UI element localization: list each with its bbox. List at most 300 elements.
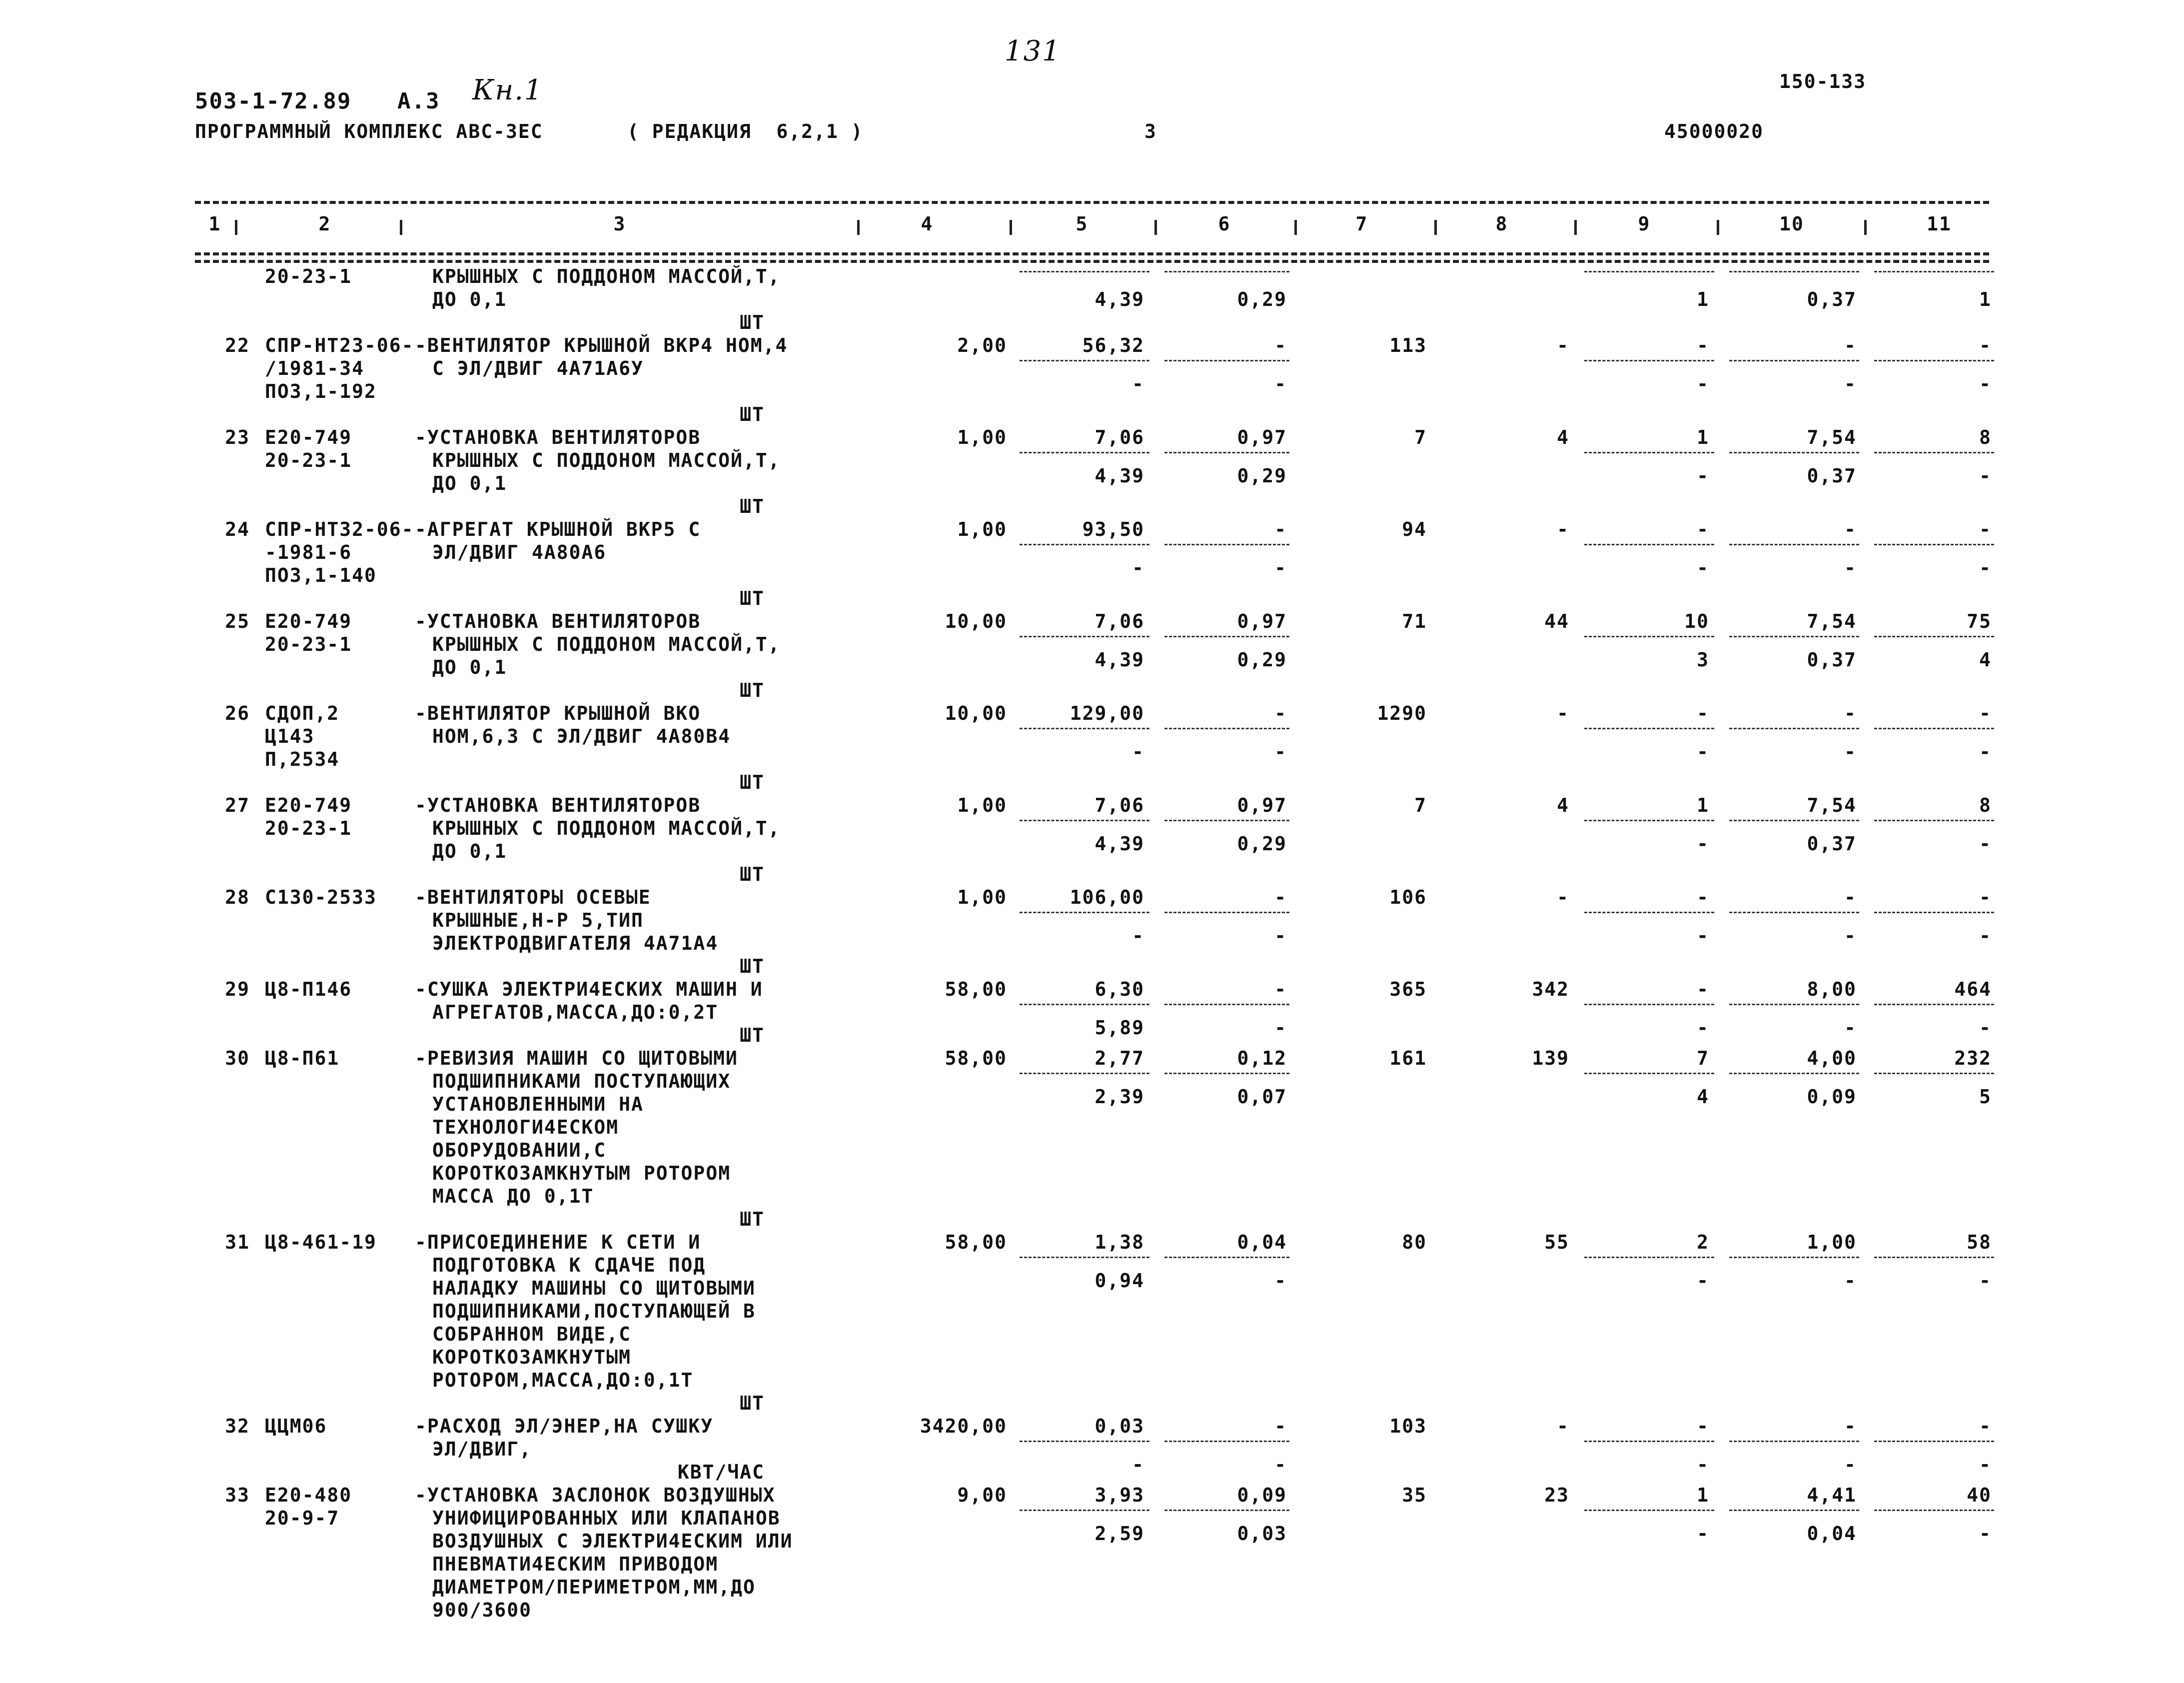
row-code: 20-23-1 — [265, 817, 352, 839]
cell-5: 7,06 — [1094, 426, 1144, 448]
cell-7: 103 — [1389, 1415, 1427, 1437]
column-header-5: 5 — [1076, 213, 1089, 235]
cell-10b: - — [1844, 1016, 1857, 1039]
row-name: -РАСХОД ЭЛ/ЭНЕР,НА СУШКУ — [415, 1415, 714, 1437]
cell-6b: 0,29 — [1237, 464, 1287, 487]
cell-9: - — [1697, 886, 1709, 908]
cell-8: - — [1557, 886, 1569, 908]
cell-4: 3420,00 — [920, 1415, 1007, 1437]
cell-10b: 0,37 — [1807, 288, 1857, 310]
cell-5b: 4,39 — [1094, 464, 1144, 487]
row-name: 900/3600 — [432, 1599, 532, 1621]
cell-9b: - — [1697, 556, 1709, 579]
cell-7: 161 — [1389, 1047, 1427, 1069]
value-separator — [1874, 544, 1994, 545]
column-header-1: 1 — [208, 213, 221, 235]
cell-4: 2,00 — [957, 334, 1007, 356]
value-separator — [1874, 912, 1994, 913]
column-separator — [235, 220, 237, 235]
value-separator — [1584, 1510, 1714, 1511]
value-separator — [1729, 271, 1859, 272]
cell-6: - — [1274, 702, 1287, 724]
cell-5: 129,00 — [1070, 702, 1144, 724]
value-separator — [1584, 544, 1714, 545]
row-code: Е20-749 — [265, 794, 352, 816]
cell-5b: 4,39 — [1094, 832, 1144, 855]
cell-10: - — [1844, 334, 1857, 356]
column-separator — [857, 220, 860, 235]
cell-11b: 1 — [1979, 288, 1992, 310]
value-separator — [1164, 820, 1289, 821]
row-name: РОТОРОМ,МАССА,ДО:0,1Т — [432, 1369, 694, 1391]
cell-9b: - — [1697, 1453, 1709, 1476]
row-code: С130-2533 — [265, 886, 377, 908]
cell-4: 1,00 — [957, 886, 1007, 908]
row-code: Е20-749 — [265, 610, 352, 632]
row-name: -ВЕНТИЛЯТОР КРЫШНОЙ ВКР4 НОМ,4 — [415, 334, 788, 356]
cell-8: 44 — [1544, 610, 1569, 632]
value-separator — [1584, 636, 1714, 637]
album-label: А.3 — [397, 88, 440, 114]
row-name: -СУШКА ЭЛЕКТРИ4ЕСКИХ МАШИН И — [415, 978, 763, 1000]
row-name: КРЫШНЫХ С ПОДДОНОМ МАССОЙ,Т, — [432, 265, 781, 287]
header-rule-bottom-2 — [195, 260, 1989, 263]
value-separator — [1729, 728, 1859, 729]
value-separator — [1020, 271, 1149, 272]
row-name: СОБРАННОМ ВИДЕ,С — [432, 1323, 632, 1345]
row-unit: ШТ — [740, 679, 765, 701]
cell-7: 1290 — [1377, 702, 1427, 724]
value-separator — [1729, 1257, 1859, 1258]
cell-8: - — [1557, 702, 1569, 724]
column-separator — [400, 220, 402, 235]
value-separator — [1020, 636, 1149, 637]
cell-5b: 5,89 — [1094, 1016, 1144, 1039]
column-separator — [1864, 220, 1867, 235]
cell-4: 10,00 — [945, 610, 1007, 632]
cell-4: 58,00 — [945, 1047, 1007, 1069]
cell-5: 106,00 — [1070, 886, 1144, 908]
value-separator — [1584, 728, 1714, 729]
row-name: КРЫШНЫХ С ПОДДОНОМ МАССОЙ,Т, — [432, 449, 781, 471]
cell-8: - — [1557, 518, 1569, 540]
value-separator — [1584, 360, 1714, 361]
cell-11b: - — [1979, 832, 1992, 855]
row-name: -ВЕНТИЛЯТОРЫ ОСЕВЫЕ — [415, 886, 651, 908]
row-name: УНИФИЦИРОВАННЫХ ИЛИ КЛАПАНОВ — [432, 1507, 781, 1529]
cell-9: 1 — [1697, 426, 1709, 448]
cell-6b: 0,03 — [1237, 1522, 1287, 1545]
cell-7: 94 — [1402, 518, 1427, 540]
cell-9: - — [1697, 1415, 1709, 1437]
cell-8: 342 — [1532, 978, 1569, 1000]
row-name: КРЫШНЫХ С ПОДДОНОМ МАССОЙ,Т, — [432, 817, 781, 839]
value-separator — [1584, 912, 1714, 913]
cell-5b: 4,39 — [1094, 648, 1144, 671]
value-separator — [1020, 360, 1149, 361]
cell-10b: 0,37 — [1807, 832, 1857, 855]
cell-4: 9,00 — [957, 1484, 1007, 1506]
row-name: ДО 0,1 — [432, 288, 507, 310]
row-name: -ВЕНТИЛЯТОР КРЫШНОЙ ВКО — [415, 702, 701, 724]
row-unit: ШТ — [740, 863, 765, 885]
column-header-8: 8 — [1495, 213, 1508, 235]
cell-4: 10,00 — [945, 702, 1007, 724]
row-code: Е20-480 — [265, 1484, 352, 1506]
cell-9: - — [1697, 518, 1709, 540]
cell-5: 6,30 — [1094, 978, 1144, 1000]
value-separator — [1584, 271, 1714, 272]
row-name: АГРЕГАТОВ,МАССА,ДО:0,2Т — [432, 1001, 719, 1023]
value-separator — [1874, 1510, 1994, 1511]
book-handwritten: Кн.1 — [472, 74, 543, 106]
cell-7: 113 — [1389, 334, 1427, 356]
row-code: СПР-НТ32-06- — [265, 518, 414, 540]
row-number: 33 — [225, 1484, 250, 1506]
cell-6: - — [1274, 886, 1287, 908]
cell-6b: 0,07 — [1237, 1085, 1287, 1108]
cell-5b: 0,94 — [1094, 1269, 1144, 1292]
value-separator — [1020, 1073, 1149, 1074]
cell-10: - — [1844, 518, 1857, 540]
page-number-handwritten: 131 — [1005, 35, 1061, 67]
row-name: -УСТАНОВКА ВЕНТИЛЯТОРОВ — [415, 794, 701, 816]
row-name: ДО 0,1 — [432, 472, 507, 494]
row-name: КОРОТКОЗАМКНУТЫМ РОТОРОМ — [432, 1162, 731, 1184]
row-name: ПОДШИПНИКАМИ,ПОСТУПАЮЩЕЙ В — [432, 1300, 756, 1322]
cell-10: 8,00 — [1807, 978, 1857, 1000]
cell-6b: 0,29 — [1237, 288, 1287, 310]
value-separator — [1164, 636, 1289, 637]
cell-6: 0,97 — [1237, 426, 1287, 448]
cell-10: - — [1844, 702, 1857, 724]
value-separator — [1874, 1441, 1994, 1442]
row-name: ПОДГОТОВКА К СДАЧЕ ПОД — [432, 1254, 706, 1276]
row-unit: ШТ — [740, 587, 765, 609]
row-name: ЭЛЕКТРОДВИГАТЕЛЯ 4А71А4 — [432, 932, 719, 954]
value-separator — [1020, 452, 1149, 453]
value-separator — [1729, 820, 1859, 821]
row-name: НАЛАДКУ МАШИНЫ СО ЩИТОВЫМИ — [432, 1277, 756, 1299]
row-number: 25 — [225, 610, 250, 632]
cell-10: 7,54 — [1807, 794, 1857, 816]
cell-6: 0,97 — [1237, 610, 1287, 632]
cell-9: 2 — [1697, 1231, 1709, 1253]
cell-5: 2,77 — [1094, 1047, 1144, 1069]
cell-9: - — [1697, 978, 1709, 1000]
column-header-2: 2 — [318, 213, 331, 235]
value-separator — [1729, 360, 1859, 361]
value-separator — [1020, 912, 1149, 913]
cell-7: 7 — [1414, 426, 1427, 448]
cell-11b: - — [1979, 1016, 1992, 1039]
cell-10b: - — [1844, 1269, 1857, 1292]
value-separator — [1874, 360, 1994, 361]
value-separator — [1874, 820, 1994, 821]
value-separator — [1020, 544, 1149, 545]
cell-8: 23 — [1544, 1484, 1569, 1506]
cell-11b: - — [1979, 740, 1992, 763]
cell-9b: - — [1697, 1016, 1709, 1039]
row-name: КРЫШНЫХ С ПОДДОНОМ МАССОЙ,Т, — [432, 633, 781, 655]
cell-5b: 2,59 — [1094, 1522, 1144, 1545]
cell-11b: - — [1979, 372, 1992, 395]
cell-4: 1,00 — [957, 426, 1007, 448]
row-number: 23 — [225, 426, 250, 448]
row-code: 20-23-1 — [265, 633, 352, 655]
row-code: -1981-6 — [265, 541, 352, 563]
row-name: ЭЛ/ДВИГ, — [432, 1438, 532, 1460]
cell-10b: - — [1844, 924, 1857, 947]
row-unit: ШТ — [740, 1024, 765, 1046]
row-code: Ц8-П61 — [265, 1047, 340, 1069]
cell-4: 1,00 — [957, 794, 1007, 816]
cell-6: - — [1274, 334, 1287, 356]
value-separator — [1874, 452, 1994, 453]
value-separator — [1874, 271, 1994, 272]
value-separator — [1164, 1257, 1289, 1258]
cell-7: 7 — [1414, 794, 1427, 816]
row-number: 28 — [225, 886, 250, 908]
cell-9: - — [1697, 334, 1709, 356]
cell-5: 1,38 — [1094, 1231, 1144, 1253]
cell-10b: 0,37 — [1807, 648, 1857, 671]
cell-6b: - — [1274, 1269, 1287, 1292]
row-number: 31 — [225, 1231, 250, 1253]
value-separator — [1729, 636, 1859, 637]
cell-5b: - — [1132, 372, 1144, 395]
row-code: Ц8-461-19 — [265, 1231, 377, 1253]
cell-11b: - — [1979, 1453, 1992, 1476]
program-line: ПРОГРАММНЫЙ КОМПЛЕКС АВС-3ЕС — [195, 120, 543, 142]
cell-6: - — [1274, 978, 1287, 1000]
cell-6b: - — [1274, 372, 1287, 395]
cell-11b: - — [1979, 924, 1992, 947]
value-separator — [1874, 1257, 1994, 1258]
cell-6: 0,04 — [1237, 1231, 1287, 1253]
sheet-code: 150-133 — [1779, 70, 1867, 92]
edition-label: ( РЕДАКЦИЯ 6,2,1 ) — [627, 120, 864, 142]
value-separator — [1164, 1510, 1289, 1511]
column-header-3: 3 — [613, 213, 626, 235]
page-label: 3 — [1144, 120, 1157, 142]
value-separator — [1874, 728, 1994, 729]
cell-5: 93,50 — [1082, 518, 1144, 540]
row-number: 27 — [225, 794, 250, 816]
cell-5b: - — [1132, 740, 1144, 763]
column-separator — [1574, 220, 1577, 235]
column-separator — [1434, 220, 1437, 235]
row-unit: КВТ/ЧАС — [677, 1461, 765, 1483]
row-name: ЭЛ/ДВИГ 4А80А6 — [432, 541, 607, 563]
header-rule-bottom — [195, 252, 1989, 255]
cell-9b: 4 — [1697, 1085, 1709, 1108]
row-name: -ПРИСОЕДИНЕНИЕ К СЕТИ И — [415, 1231, 701, 1253]
row-name: УСТАНОВЛЕННЫМИ НА — [432, 1093, 644, 1115]
cell-6b: 0,29 — [1237, 832, 1287, 855]
row-code: СПР-НТ23-06- — [265, 334, 414, 356]
cell-11: 232 — [1954, 1047, 1992, 1069]
row-code: 20-9-7 — [265, 1507, 340, 1529]
value-separator — [1164, 1004, 1289, 1005]
column-header-11: 11 — [1927, 213, 1952, 235]
column-separator — [1717, 220, 1719, 235]
value-separator — [1729, 1004, 1859, 1005]
cell-8: 4 — [1557, 426, 1569, 448]
cell-11b: - — [1979, 464, 1992, 487]
cell-6b: 0,29 — [1237, 648, 1287, 671]
cell-10b: 0,09 — [1807, 1085, 1857, 1108]
doc-id: 45000020 — [1664, 120, 1764, 142]
value-separator — [1874, 1004, 1994, 1005]
cell-7: 71 — [1402, 610, 1427, 632]
cell-9: 7 — [1697, 1047, 1709, 1069]
value-separator — [1729, 1073, 1859, 1074]
doc-code: 503-1-72.89 — [195, 88, 352, 114]
cell-5b: 2,39 — [1094, 1085, 1144, 1108]
cell-10: - — [1844, 1415, 1857, 1437]
row-name: КОРОТКОЗАМКНУТЫМ — [432, 1346, 632, 1368]
cell-10b: - — [1844, 740, 1857, 763]
row-unit: ШТ — [740, 1208, 765, 1230]
row-name: ПОДШИПНИКАМИ ПОСТУПАЮЩИХ — [432, 1070, 731, 1092]
row-name: ДО 0,1 — [432, 840, 507, 862]
cell-9: 1 — [1697, 794, 1709, 816]
value-separator — [1164, 912, 1289, 913]
row-unit: ШТ — [740, 1392, 765, 1414]
cell-9b: 1 — [1697, 288, 1709, 310]
row-code: ПОЗ,1-140 — [265, 564, 377, 586]
row-code: 20-23-1 — [265, 265, 352, 287]
cell-10b: - — [1844, 372, 1857, 395]
value-separator — [1164, 1073, 1289, 1074]
cell-6: - — [1274, 518, 1287, 540]
row-code: Ц8-П146 — [265, 978, 352, 1000]
column-header-4: 4 — [921, 213, 934, 235]
cell-9b: - — [1697, 1522, 1709, 1545]
cell-5b: - — [1132, 924, 1144, 947]
cell-6: 0,09 — [1237, 1484, 1287, 1506]
row-name: ПНЕВМАТИ4ЕСКИМ ПРИВОДОМ — [432, 1553, 719, 1575]
cell-5b: - — [1132, 556, 1144, 579]
row-number: 30 — [225, 1047, 250, 1069]
cell-7: 106 — [1389, 886, 1427, 908]
cell-5: 0,03 — [1094, 1415, 1144, 1437]
cell-6: 0,97 — [1237, 794, 1287, 816]
value-separator — [1584, 452, 1714, 453]
cell-10: - — [1844, 886, 1857, 908]
row-name: -АГРЕГАТ КРЫШНОЙ ВКР5 С — [415, 518, 701, 540]
cell-10b: 0,04 — [1807, 1522, 1857, 1545]
row-name: НОМ,6,3 С ЭЛ/ДВИГ 4А80В4 — [432, 725, 731, 747]
cell-11b: - — [1979, 1522, 1992, 1545]
row-number: 24 — [225, 518, 250, 540]
cell-9b: - — [1697, 464, 1709, 487]
row-number: 32 — [225, 1415, 250, 1437]
row-code: СДОП,2 — [265, 702, 340, 724]
row-number: 26 — [225, 702, 250, 724]
cell-5b: - — [1132, 1453, 1144, 1476]
cell-11: 8 — [1979, 426, 1992, 448]
cell-9: - — [1697, 702, 1709, 724]
cell-10b: - — [1844, 556, 1857, 579]
cell-7: 80 — [1402, 1231, 1427, 1253]
cell-10: 1,00 — [1807, 1231, 1857, 1253]
row-name: КРЫШНЫЕ,Н-Р 5,ТИП — [432, 909, 644, 931]
column-separator — [1294, 220, 1297, 235]
cell-11: - — [1979, 702, 1992, 724]
cell-11b: 5 — [1979, 1085, 1992, 1108]
cell-6: 0,12 — [1237, 1047, 1287, 1069]
row-code: Ц143 — [265, 725, 315, 747]
column-header-9: 9 — [1638, 213, 1651, 235]
cell-11: - — [1979, 1415, 1992, 1437]
cell-8: - — [1557, 1415, 1569, 1437]
cell-10b: 0,37 — [1807, 464, 1857, 487]
row-code: ЦЦМ06 — [265, 1415, 327, 1437]
row-name: -УСТАНОВКА ВЕНТИЛЯТОРОВ — [415, 610, 701, 632]
cell-4: 58,00 — [945, 1231, 1007, 1253]
cell-4: 1,00 — [957, 518, 1007, 540]
cell-9: 10 — [1684, 610, 1709, 632]
value-separator — [1164, 1441, 1289, 1442]
cell-8: 4 — [1557, 794, 1569, 816]
row-name: ТЕХНОЛОГИ4ЕСКОМ — [432, 1116, 619, 1138]
cell-11: - — [1979, 886, 1992, 908]
row-unit: ШТ — [740, 403, 765, 425]
cell-9b: 3 — [1697, 648, 1709, 671]
value-separator — [1020, 1257, 1149, 1258]
value-separator — [1729, 1510, 1859, 1511]
cell-9: 1 — [1697, 1484, 1709, 1506]
cell-11b: - — [1979, 556, 1992, 579]
cell-8: 139 — [1532, 1047, 1569, 1069]
cell-5b: 4,39 — [1094, 288, 1144, 310]
cell-9b: - — [1697, 1269, 1709, 1292]
row-code: ПОЗ,1-192 — [265, 380, 377, 402]
value-separator — [1874, 636, 1994, 637]
value-separator — [1584, 1441, 1714, 1442]
row-name: -УСТАНОВКА ЗАСЛОНОК ВОЗДУШНЫХ — [415, 1484, 776, 1506]
value-separator — [1020, 1004, 1149, 1005]
value-separator — [1729, 544, 1859, 545]
cell-11: 58 — [1967, 1231, 1992, 1253]
cell-6b: - — [1274, 740, 1287, 763]
row-unit: ШТ — [740, 955, 765, 977]
row-name: ДИАМЕТРОМ/ПЕРИМЕТРОМ,ММ,ДО — [432, 1576, 756, 1598]
cell-6b: - — [1274, 556, 1287, 579]
value-separator — [1584, 820, 1714, 821]
cell-11: - — [1979, 334, 1992, 356]
cell-6b: - — [1274, 1016, 1287, 1039]
value-separator — [1164, 452, 1289, 453]
value-separator — [1164, 728, 1289, 729]
cell-10: 7,54 — [1807, 610, 1857, 632]
row-name: ВОЗДУШНЫХ С ЭЛЕКТРИ4ЕСКИМ ИЛИ — [432, 1530, 793, 1552]
cell-9b: - — [1697, 924, 1709, 947]
row-code: П,2534 — [265, 748, 340, 770]
column-header-10: 10 — [1779, 213, 1804, 235]
cell-5: 7,06 — [1094, 610, 1144, 632]
value-separator — [1729, 912, 1859, 913]
cell-5: 56,32 — [1082, 334, 1144, 356]
value-separator — [1584, 1004, 1714, 1005]
cell-8: 55 — [1544, 1231, 1569, 1253]
cell-6: - — [1274, 1415, 1287, 1437]
column-separator — [1010, 220, 1012, 235]
cell-11: 464 — [1954, 978, 1992, 1000]
row-unit: ШТ — [740, 495, 765, 517]
